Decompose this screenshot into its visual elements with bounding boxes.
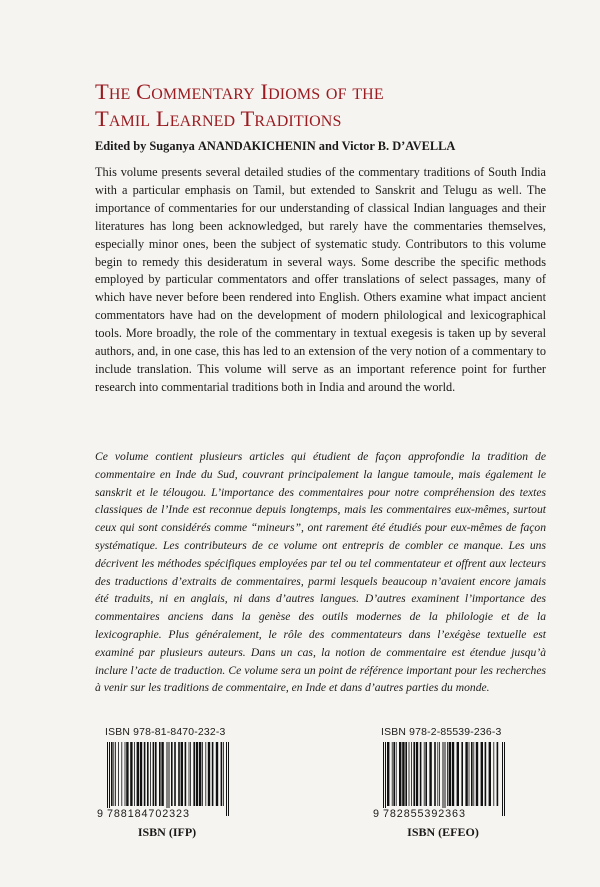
barcode-bar [405, 742, 407, 806]
barcode-bar [429, 742, 431, 806]
barcode-bar [199, 742, 201, 806]
barcode-bar [473, 742, 474, 806]
barcode-bar [226, 742, 227, 816]
barcode-bar [190, 742, 191, 806]
barcode-bar [409, 742, 410, 806]
barcode-bar [469, 742, 470, 806]
barcode-bar [118, 742, 119, 806]
isbn-ifp-label: ISBN (IFP) [137, 825, 197, 839]
barcode-ifp-digits [97, 808, 237, 820]
barcode-bar [402, 742, 404, 806]
barcode-bar [437, 742, 438, 806]
barcode-bar [109, 742, 110, 816]
barcode-bar [411, 742, 412, 806]
barcode-bar [489, 742, 491, 806]
barcode-bar [387, 742, 389, 806]
barcode-bar [150, 742, 151, 806]
description-french: Ce volume contient plusieurs articles qui étudient de façon approfondie la tradition de commentaire en Inde du Sud, couvrant principalement la langue tamoule, mais également le sanskrit et le télougou. L’importance des commentaires pour notre compréhension des textes classiques de l’Inde est reconnue depuis longtemps, mais les commentaires eux-mêmes, surtout ceux qui sont considérés comme “mineurs”, ont rarement été étudiés pour eux-mêmes de façon systématique. Les contributeurs de ce volume ont entrepris de combler ce manque. Les uns décrivent les méthodes spécifiques employées par tel ou tel commentateur et offrent aux lecteurs des traductions d’extraits de commentaires, parmi lesquels beaucoup n’avaient encore jamais été traduits, ni en anglais, ni dans d’autres langues. D’autres examinent l’importance des commentaires anciens dans la genèse des outils modernes de la philologie et de la lexicographie. Plus généralement, le rôle des commentateurs dans l’exégèse textuelle est examiné par plusieurs auteurs. Dans un cas, la notion de commentaire est étendue jusqu’à inclure l’acte de traduction. Ce volume sera un point de référence important pour les recherches à venir sur les traditions de commentaire, en Inde et dans d’autres parties du monde. [95, 450, 546, 695]
barcode-bar [125, 742, 126, 806]
barcode-bar [504, 742, 505, 816]
barcode-bar [216, 742, 218, 806]
barcode-bar [434, 742, 436, 806]
editor-2-surname: D’AVELLA [392, 139, 456, 153]
barcode-bar [147, 742, 149, 806]
barcode-bar [447, 742, 448, 806]
barcode-bar [502, 742, 503, 816]
book-title [95, 78, 565, 132]
barcode-bar [134, 742, 135, 806]
barcode-bar [202, 742, 203, 806]
barcode-bar [223, 742, 224, 806]
barcode-bar [169, 742, 170, 816]
barcode-bar [449, 742, 451, 806]
barcode-bar [396, 742, 397, 806]
barcode-bar [137, 742, 139, 806]
barcode-bar [228, 742, 229, 816]
description-english: This volume presents several detailed studies of the commentary traditions of South India with a particular emphasis on Tamil, but extended to Sanskrit and Telugu as well. The importance of commentaries for our understanding of classical Indian languages and their literatures has long been acknowledged, but rarely have the commentaries themselves, especially minor ones, been the subject of systematic study. Contributors to this volume begin to remedy this desideratum in several ways. Some describe the specific methods employed by particular commentators and offer translations of select passages, many of which have never before been rendered into English. Others examine what impact ancient commentators have had on the development of modern philological and lexicographical tools. More broadly, the role of the commentary in textual exegesis is taken up by several authors, and, in one case, this has led to an extension of the very notion of a commentary to include translation. This volume will serve as an important reference point for further research into commentarial traditions both in India and around the world. [95, 165, 546, 394]
editor-1-surname: ANANDAKICHENIN [197, 139, 316, 153]
barcode-bar [443, 742, 444, 816]
barcode-bar [155, 742, 157, 806]
barcode-bar [420, 742, 422, 806]
barcode-bar [497, 742, 499, 806]
barcode-bar [399, 742, 401, 806]
barcode-bar [159, 742, 161, 806]
barcode-efeo [373, 727, 513, 840]
barcode-bar [393, 742, 395, 806]
barcode-bar [425, 742, 427, 806]
barcode-efeo-bars [373, 742, 513, 823]
barcode-bar [181, 742, 183, 806]
barcode-bar [171, 742, 173, 806]
barcode-bar [457, 742, 459, 806]
barcode-bar [126, 742, 128, 806]
book-title-line-2: Tamil Learned Traditions [95, 106, 342, 131]
barcode-bar [439, 742, 440, 806]
barcode-bar [212, 742, 214, 806]
barcode-bar [485, 742, 487, 806]
book-title-line-1: The Commentary Idioms of the [95, 79, 384, 104]
isbn-efeo-text: ISBN 978-2-85539-236-3 [381, 727, 502, 738]
barcode-bar [383, 742, 384, 816]
barcode-bar [493, 742, 494, 806]
barcode-bar [205, 742, 206, 806]
barcode-bar [461, 742, 463, 806]
barcode-bar [144, 742, 146, 806]
barcode-bar [452, 742, 454, 806]
barcode-bar [167, 742, 168, 816]
barcode-ifp [97, 727, 237, 840]
barcode-ifp-bars [97, 742, 237, 823]
barcode-efeo-digits [373, 808, 513, 820]
barcode-bar [471, 742, 473, 806]
barcode-efeo-number: 782855392363 [383, 808, 466, 820]
barcode-bar [140, 742, 142, 806]
barcode-bar [130, 742, 132, 806]
barcode-efeo-lead-digit: 9 [373, 808, 380, 820]
barcode-bar [392, 742, 393, 806]
barcode-bar [424, 742, 425, 806]
barcode-ifp-number: 788184702323 [107, 808, 190, 820]
isbn-efeo-label: ISBN (EFEO) [407, 825, 479, 839]
barcode-ifp-lead-digit: 9 [97, 808, 104, 820]
barcode-bar [185, 742, 187, 806]
editors-prefix: Edited by Suganya [95, 139, 198, 153]
barcode-bar [385, 742, 386, 816]
barcode-bar [121, 742, 122, 806]
barcode-bar [189, 742, 190, 806]
barcode-bar [413, 742, 415, 806]
barcode-bar [153, 742, 155, 806]
barcode-bar [481, 742, 483, 806]
barcode-bar [115, 742, 116, 806]
barcode-bar [111, 742, 113, 806]
barcode-bar [221, 742, 223, 806]
barcode-bar [416, 742, 418, 806]
barcode-bar [445, 742, 446, 816]
barcode-bar [476, 742, 478, 806]
barcode-bar [113, 742, 114, 806]
barcode-bar [178, 742, 180, 806]
barcode-bar [465, 742, 467, 806]
barcode-bar [193, 742, 195, 806]
barcode-bar [174, 742, 176, 806]
barcode-bar [107, 742, 108, 816]
barcode-bar [161, 742, 163, 806]
barcode-bar [196, 742, 198, 806]
editors-line [95, 139, 565, 154]
editors-joiner: and Victor B. [315, 139, 393, 153]
barcode-bar [208, 742, 210, 806]
isbn-ifp-text: ISBN 978-81-8470-232-3 [105, 727, 226, 738]
